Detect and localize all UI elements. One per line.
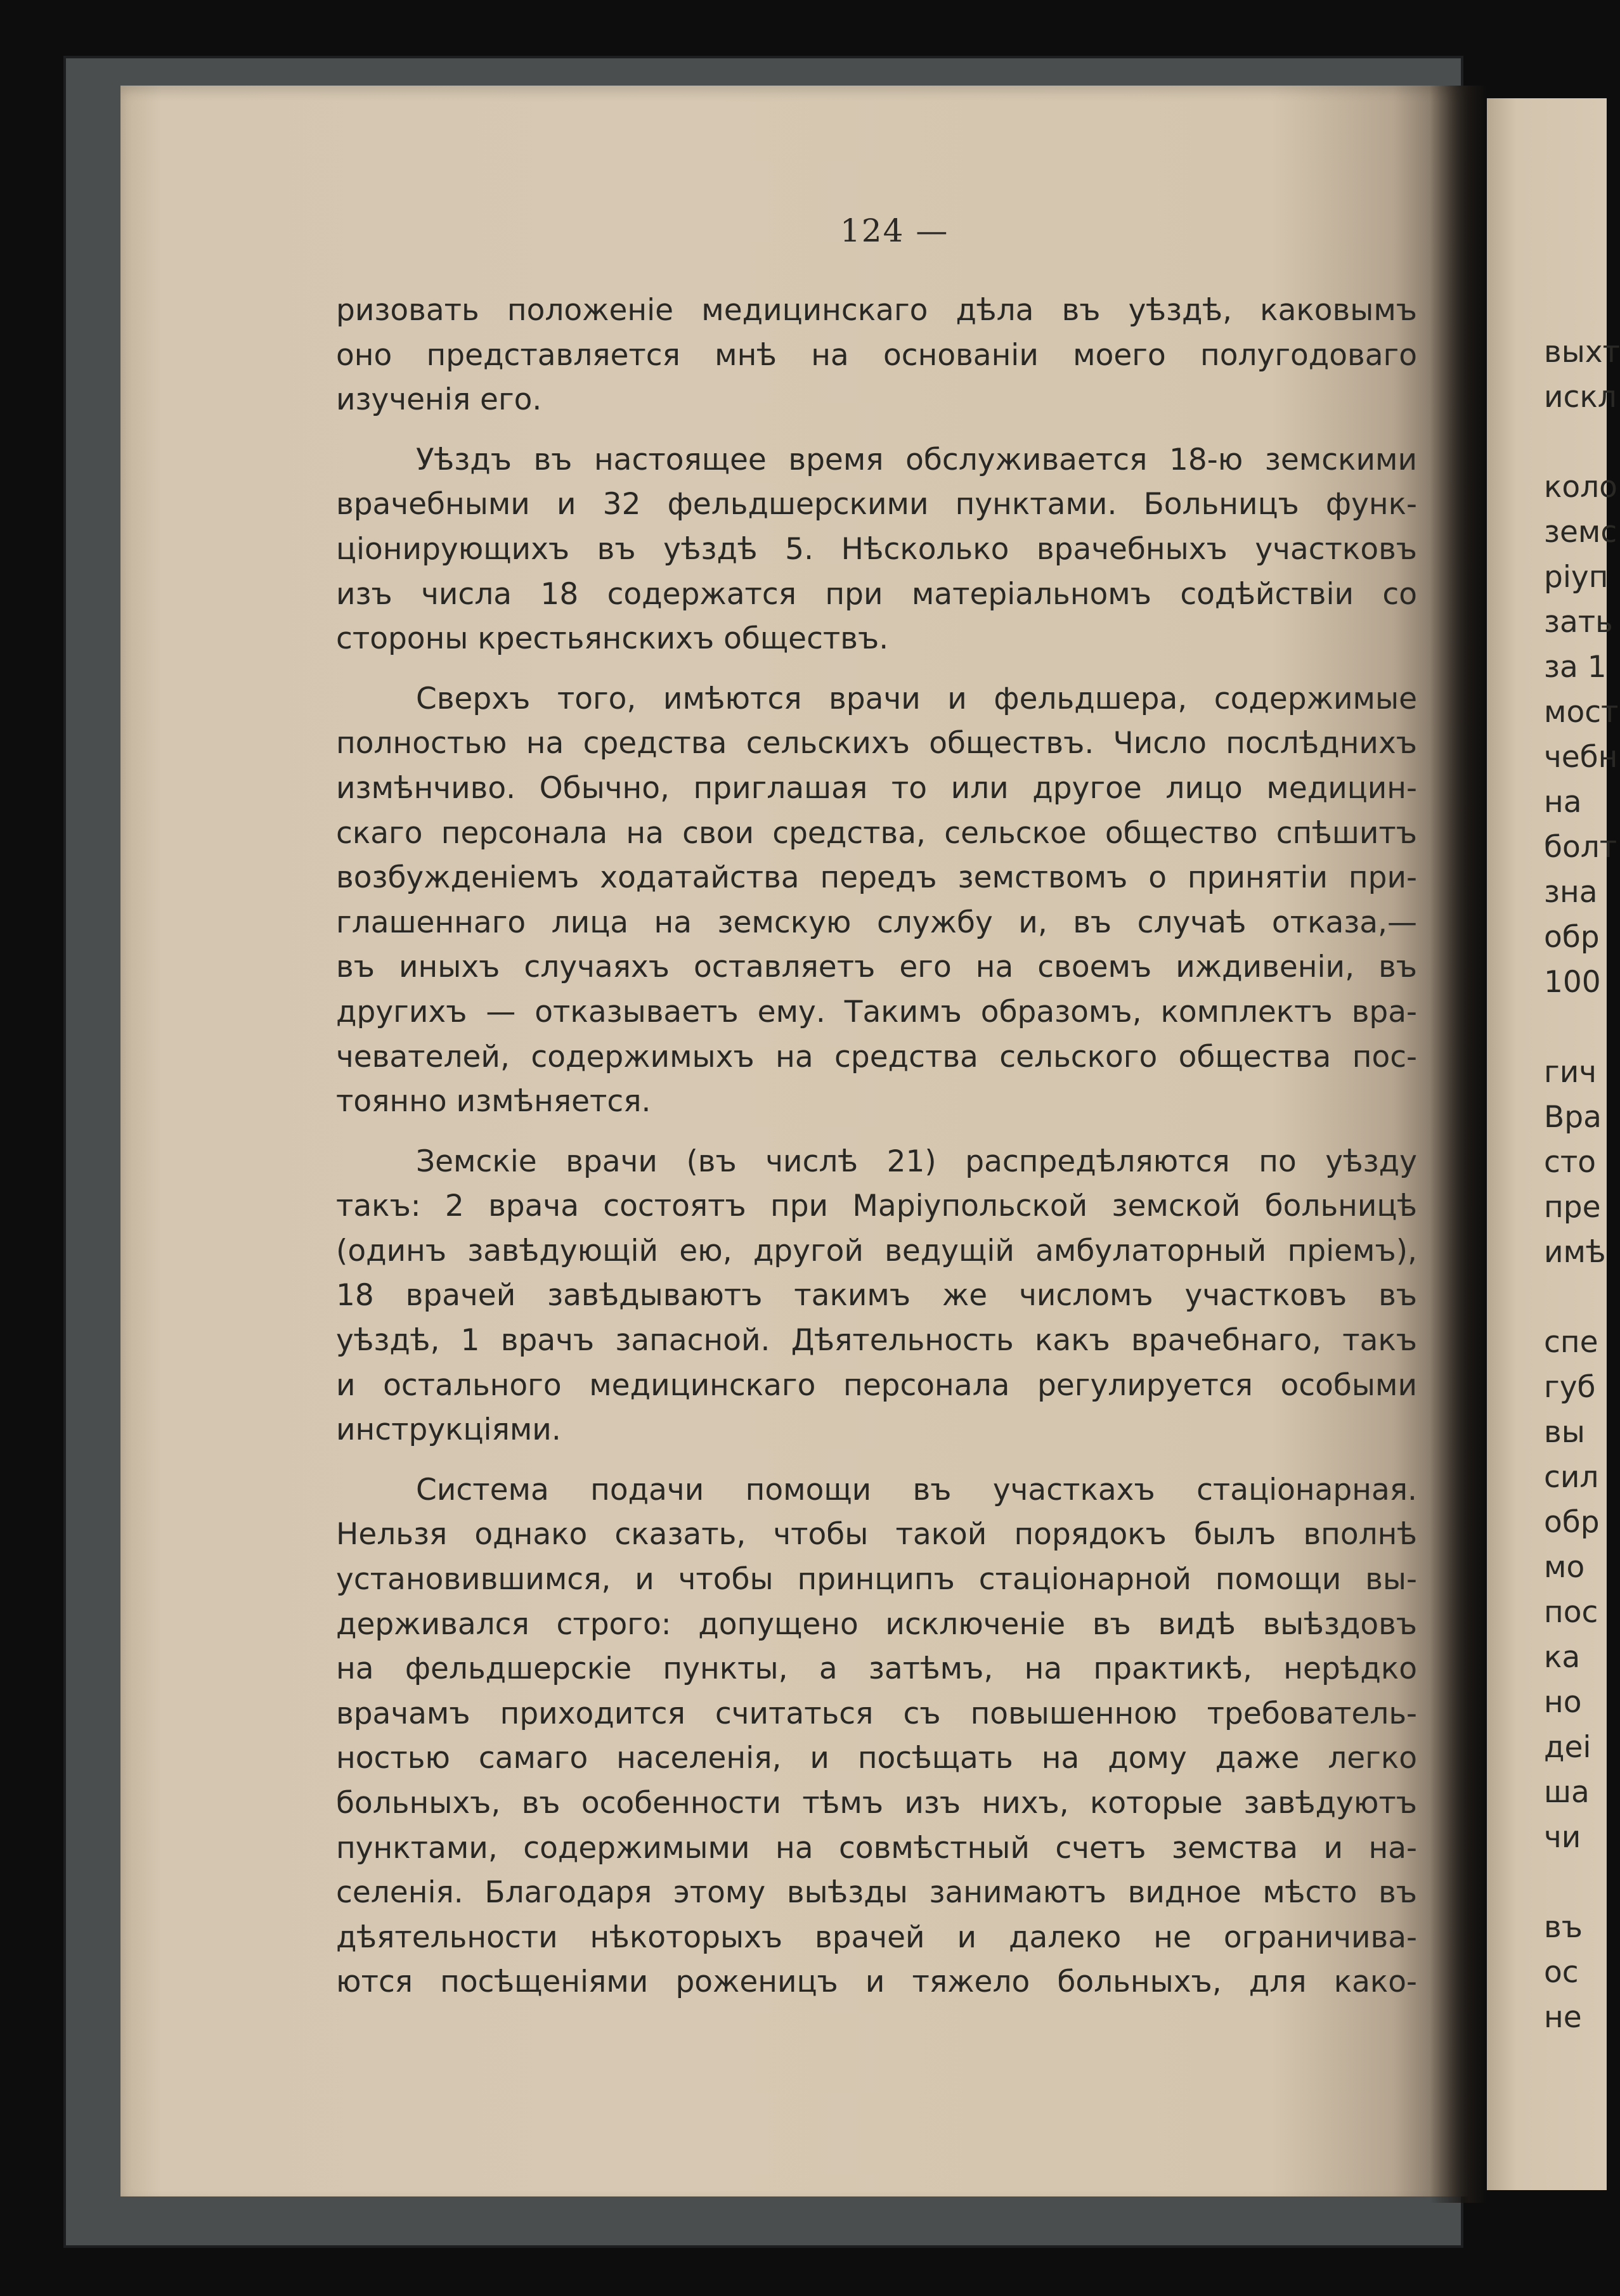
text-line: селенiя. Благодаря этому выѣзды занимаютъ видное мѣсто въ: [336, 1875, 1417, 1911]
fragment-line: ос: [1544, 1955, 1579, 1990]
fragment-line: [1544, 1275, 1620, 1320]
text-line: ются посѣщенiями роженицъ и тяжело больныхъ, для како-: [336, 1964, 1417, 2000]
fragment-line: но: [1544, 1685, 1582, 1720]
text-line: стороны крестьянскихъ обществъ.: [336, 621, 889, 657]
text-line: глашеннаго лица на земскую службу и, въ случаѣ отказа,—: [336, 905, 1417, 940]
fragment-line: гич: [1544, 1055, 1597, 1090]
fragment-line: [1544, 1005, 1620, 1050]
text-line: (одинъ завѣдующiй ею, другой ведущiй амбулаторный прiемъ),: [336, 1233, 1417, 1268]
fragment-line: чи: [1544, 1820, 1581, 1855]
fragment-line: пре: [1544, 1190, 1601, 1225]
fragment-line: чебн: [1544, 740, 1618, 775]
text-line: врачебными и 32 фельдшерскими пунктами. Больницъ функ-: [336, 487, 1417, 522]
text-line: 18 врачей завѣдываютъ такимъ же числомъ участковъ въ: [336, 1278, 1417, 1313]
fragment-line: земс: [1544, 515, 1617, 550]
fragment-line: зна: [1544, 875, 1598, 910]
text-line: полностью на средства сельскихъ обществъ. Число послѣднихъ: [336, 726, 1417, 761]
text-line: цiонирующихъ въ уѣздѣ 5. Нѣсколько врачебныхъ участковъ: [336, 531, 1417, 567]
fragment-line: мо: [1544, 1550, 1585, 1585]
text-line: тоянно измѣняется.: [336, 1084, 651, 1119]
text-line: Нельзя однако сказать, чтобы такой порядокъ былъ вполнѣ: [336, 1517, 1417, 1552]
text-line: изученiя его.: [336, 382, 542, 418]
fragment-line: обр: [1544, 920, 1600, 955]
fragment-line: рiуп: [1544, 560, 1609, 595]
fragment-line: на: [1544, 785, 1582, 820]
fragment-line: [1544, 420, 1620, 465]
fragment-line: 100: [1544, 965, 1601, 1000]
right-page-fragments: [1544, 330, 1620, 2040]
text-line: больныхъ, въ особенности тѣмъ изъ нихъ, которые завѣдуютъ: [336, 1786, 1417, 1821]
text-line: уѣздѣ, 1 врачъ запасной. Дѣятельность какъ врачебнаго, такъ: [336, 1323, 1417, 1358]
text-line: въ иныхъ случаяхъ оставляетъ его на своемъ иждивенiи, въ: [336, 950, 1417, 985]
text-line: ризовать положенiе медицинскаго дѣла въ уѣздѣ, каковымъ: [336, 293, 1417, 328]
text-line: скаго персонала на свои средства, сельское общество спѣшитъ: [336, 815, 1417, 851]
fragment-line: сто: [1544, 1145, 1596, 1180]
fragment-line: спе: [1544, 1325, 1598, 1360]
text-line: врачамъ приходится считаться съ повышенною требователь-: [336, 1696, 1417, 1731]
text-line: другихъ — отказываетъ ему. Такимъ образомъ, комплектъ вра-: [336, 994, 1417, 1029]
text-line: изъ числа 18 содержатся при матерiальномъ содѣйствiи со: [336, 576, 1417, 612]
fragment-line: мост: [1544, 695, 1619, 730]
fragment-line: [1544, 1860, 1620, 1905]
text-line: измѣнчиво. Обычно, приглашая то или другое лицо медицин-: [336, 770, 1417, 806]
page-body: [336, 288, 1417, 2005]
fragment-line: имѣ: [1544, 1235, 1606, 1270]
text-line: дѣятельности нѣкоторыхъ врачей и далеко не ограничива-: [336, 1919, 1417, 1955]
text-line: возбужденiемъ ходатайства передъ земствомъ о принятiи при-: [336, 860, 1417, 896]
fragment-line: вы: [1544, 1415, 1585, 1450]
fragment-line: ша: [1544, 1775, 1590, 1810]
fragment-line: ка: [1544, 1640, 1581, 1675]
fragment-line: губ: [1544, 1370, 1596, 1405]
text-line: Система подачи помощи въ участкахъ стацiонарная.: [416, 1472, 1417, 1507]
text-line: и остального медицинскаго персонала регулируется особыми: [336, 1367, 1417, 1403]
fragment-line: въ: [1544, 1910, 1583, 1945]
fragment-line: искл: [1544, 380, 1617, 415]
text-line: держивался строго: допущено исключенiе въ видѣ выѣздовъ: [336, 1606, 1417, 1642]
text-line: пунктами, содержимыми на совмѣстный счетъ земства и на-: [336, 1830, 1417, 1866]
text-line: Уѣздъ въ настоящее время обслуживается 18-ю земскими: [416, 442, 1417, 477]
text-line: чевателей, содержимыхъ на средства сельского общества пос-: [336, 1039, 1417, 1074]
text-line: установившимся, и чтобы принципъ стацiонарной помощи вы-: [336, 1562, 1417, 1597]
text-line: такъ: 2 врача состоятъ при Марiупольской земской больницѣ: [336, 1189, 1417, 1224]
text-line: ностью самаго населенiя, и посѣщать на дому даже легко: [336, 1741, 1417, 1776]
fragment-line: за 1: [1544, 650, 1607, 685]
fragment-line: выхт: [1544, 335, 1620, 370]
text-line: Сверхъ того, имѣются врачи и фельдшера, содержимые: [416, 681, 1417, 716]
text-line: Земскiе врачи (въ числѣ 21) распредѣляются по уѣзду: [416, 1144, 1417, 1179]
fragment-line: сил: [1544, 1460, 1599, 1495]
fragment-line: пос: [1544, 1595, 1598, 1630]
text-line: на фельдшерскiе пункты, а затѣмъ, на практикѣ, нерѣдко: [336, 1651, 1417, 1687]
fragment-line: обр: [1544, 1505, 1600, 1540]
fragment-line: деі: [1544, 1730, 1591, 1765]
fragment-line: зать: [1544, 605, 1613, 640]
book-gutter: [1430, 86, 1487, 2203]
text-line: инструкцiями.: [336, 1412, 561, 1448]
fragment-line: коло: [1544, 470, 1617, 505]
fragment-line: болт: [1544, 830, 1617, 865]
fragment-line: Вра: [1544, 1100, 1602, 1135]
text-line: оно представляется мнѣ на основанiи моего полугодоваго: [336, 337, 1417, 373]
fragment-line: не: [1544, 2000, 1582, 2035]
page-number: 124 —: [840, 212, 949, 249]
